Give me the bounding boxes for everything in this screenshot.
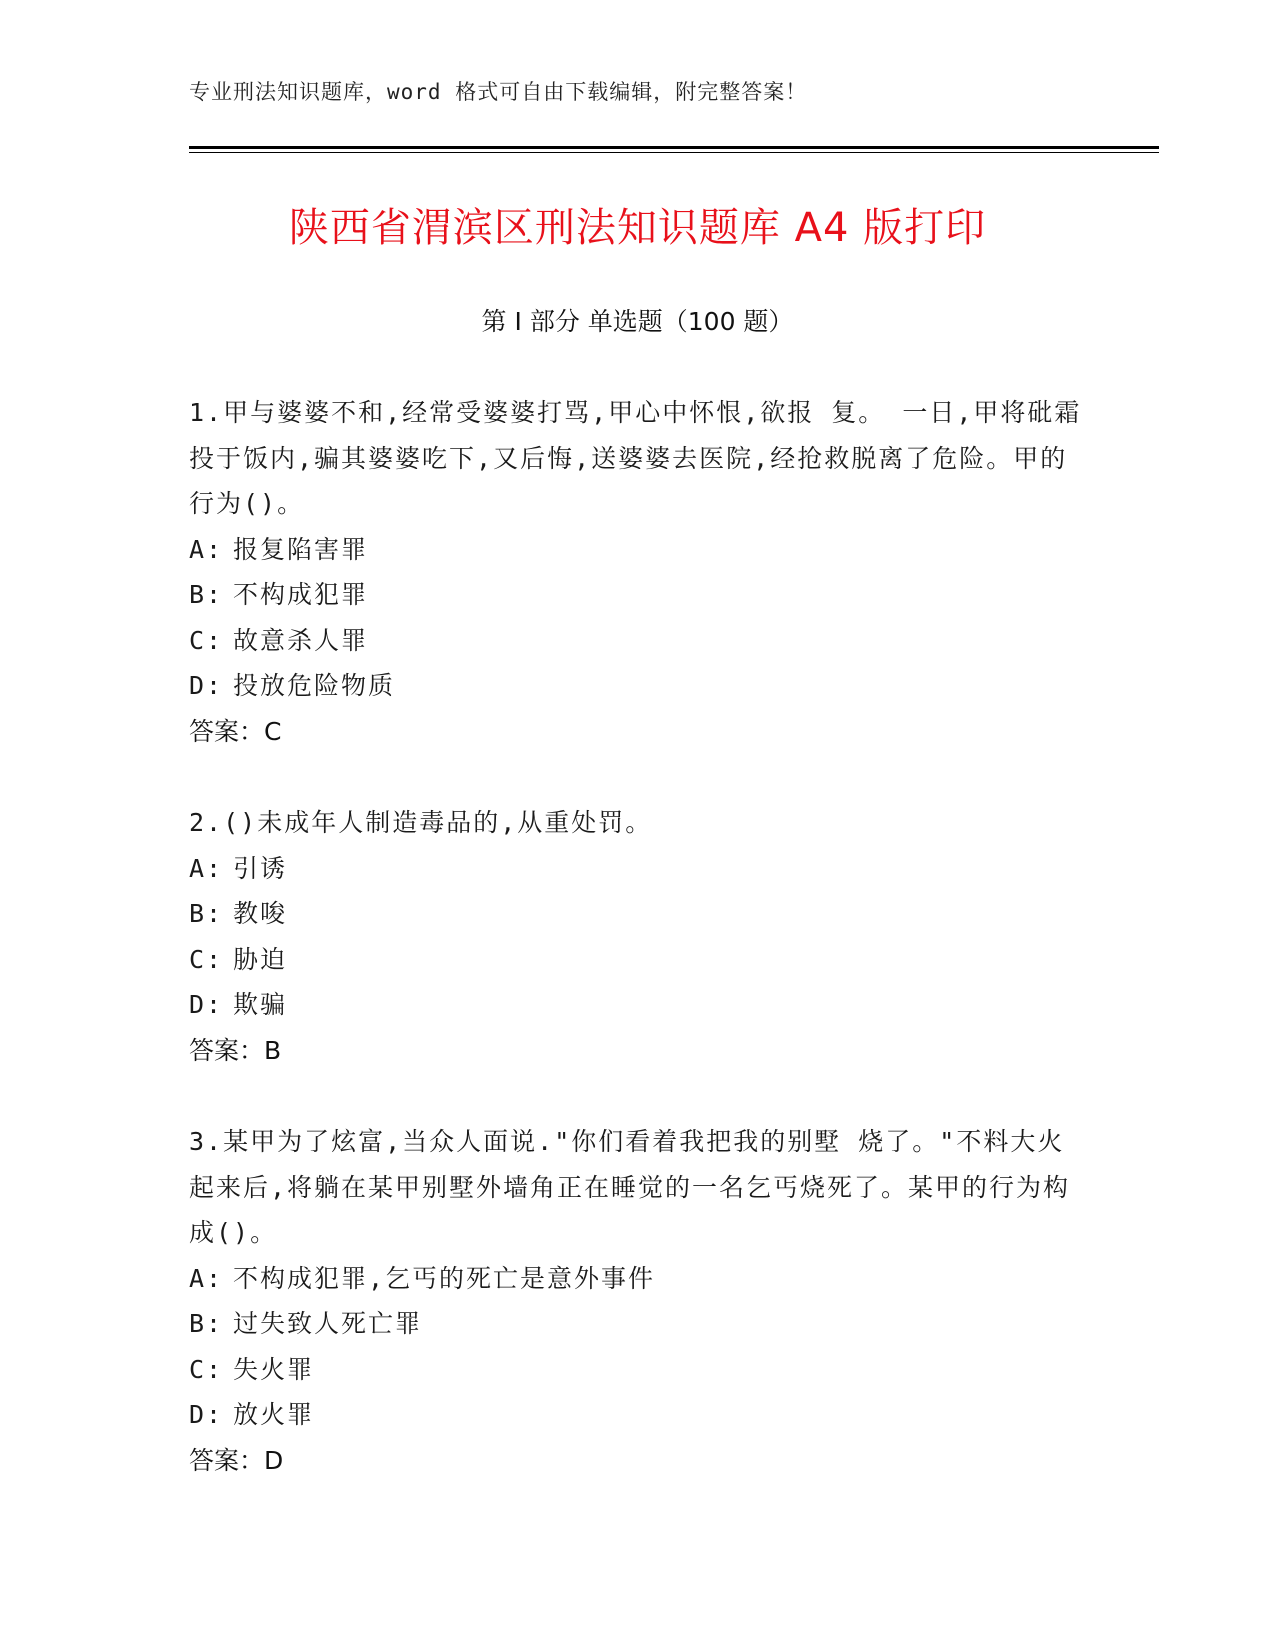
option-key: A: [189,1263,224,1293]
question-3 [189,1119,1089,1483]
question-stem: 1.甲与婆婆不和,经常受婆婆打骂,甲心中怀恨,欲报 复。 一日,甲将砒霜投于饭内,骗其婆婆吃下,又后悔,送婆婆去医院,经抢救脱离了危险。甲的行为()。 [189,398,1082,518]
option-key: A: [189,853,224,883]
header-note: 专业刑法知识题库，word 格式可自由下载编辑，附完整答案！ [189,80,808,104]
option-b [189,572,1089,618]
question-1 [189,390,1089,754]
question-stem: 2.()未成年人制造毒品的,从重处罚。 [189,808,653,837]
option-key: D: [189,671,224,700]
option-text: 胁迫 [233,944,288,974]
option-key: B: [189,899,224,928]
option-text: 放火罪 [233,1400,315,1429]
option-a [189,846,1089,892]
option-b [189,1301,1089,1347]
option-a [189,527,1089,573]
option-d [189,982,1089,1028]
option-c [189,1347,1089,1393]
option-text: 不构成犯罪 [233,580,369,609]
question-list [189,390,1089,1529]
option-text: 教唆 [233,899,288,928]
option-key: B: [189,1309,224,1338]
option-a [189,1256,1089,1302]
option-text: 欺骗 [233,990,288,1019]
option-text: 失火罪 [233,1354,315,1384]
option-list [189,1256,1089,1438]
option-list [189,527,1089,709]
question-2 [189,800,1089,1073]
header-rule-thick [189,146,1159,149]
option-text: 报复陷害罪 [233,534,369,564]
option-c [189,937,1089,983]
option-c [189,618,1089,664]
option-d [189,663,1089,709]
answer-line: 答案：D [189,1445,284,1475]
option-list [189,846,1089,1028]
option-key: D: [189,990,224,1019]
header-rule-thin [189,152,1159,153]
option-key: D: [189,1400,224,1429]
option-text: 引诱 [233,853,288,883]
option-d [189,1392,1089,1438]
option-text: 过失致人死亡罪 [233,1309,423,1338]
question-stem: 3.某甲为了炫富,当众人面说."你们看着我把我的别墅 烧了。"不料大火起来后,将躺在某甲别墅外墙角正在睡觉的一名乞丐烧死了。某甲的行为构成()。 [189,1127,1071,1247]
option-key: C: [189,625,224,655]
option-text: 不构成犯罪,乞丐的死亡是意外事件 [233,1263,656,1293]
answer-line: 答案：C [189,716,282,746]
option-b [189,891,1089,937]
option-text: 故意杀人罪 [233,625,369,655]
document-title: 陕西省渭滨区刑法知识题库 A4 版打印 [288,205,987,251]
option-key: B: [189,580,224,609]
answer-line: 答案：B [189,1035,282,1065]
section-title: 第 I 部分 单选题（100 题） [481,307,794,336]
option-key: A: [189,534,224,564]
option-text: 投放危险物质 [233,671,396,700]
option-key: C: [189,944,224,974]
option-key: C: [189,1354,224,1384]
